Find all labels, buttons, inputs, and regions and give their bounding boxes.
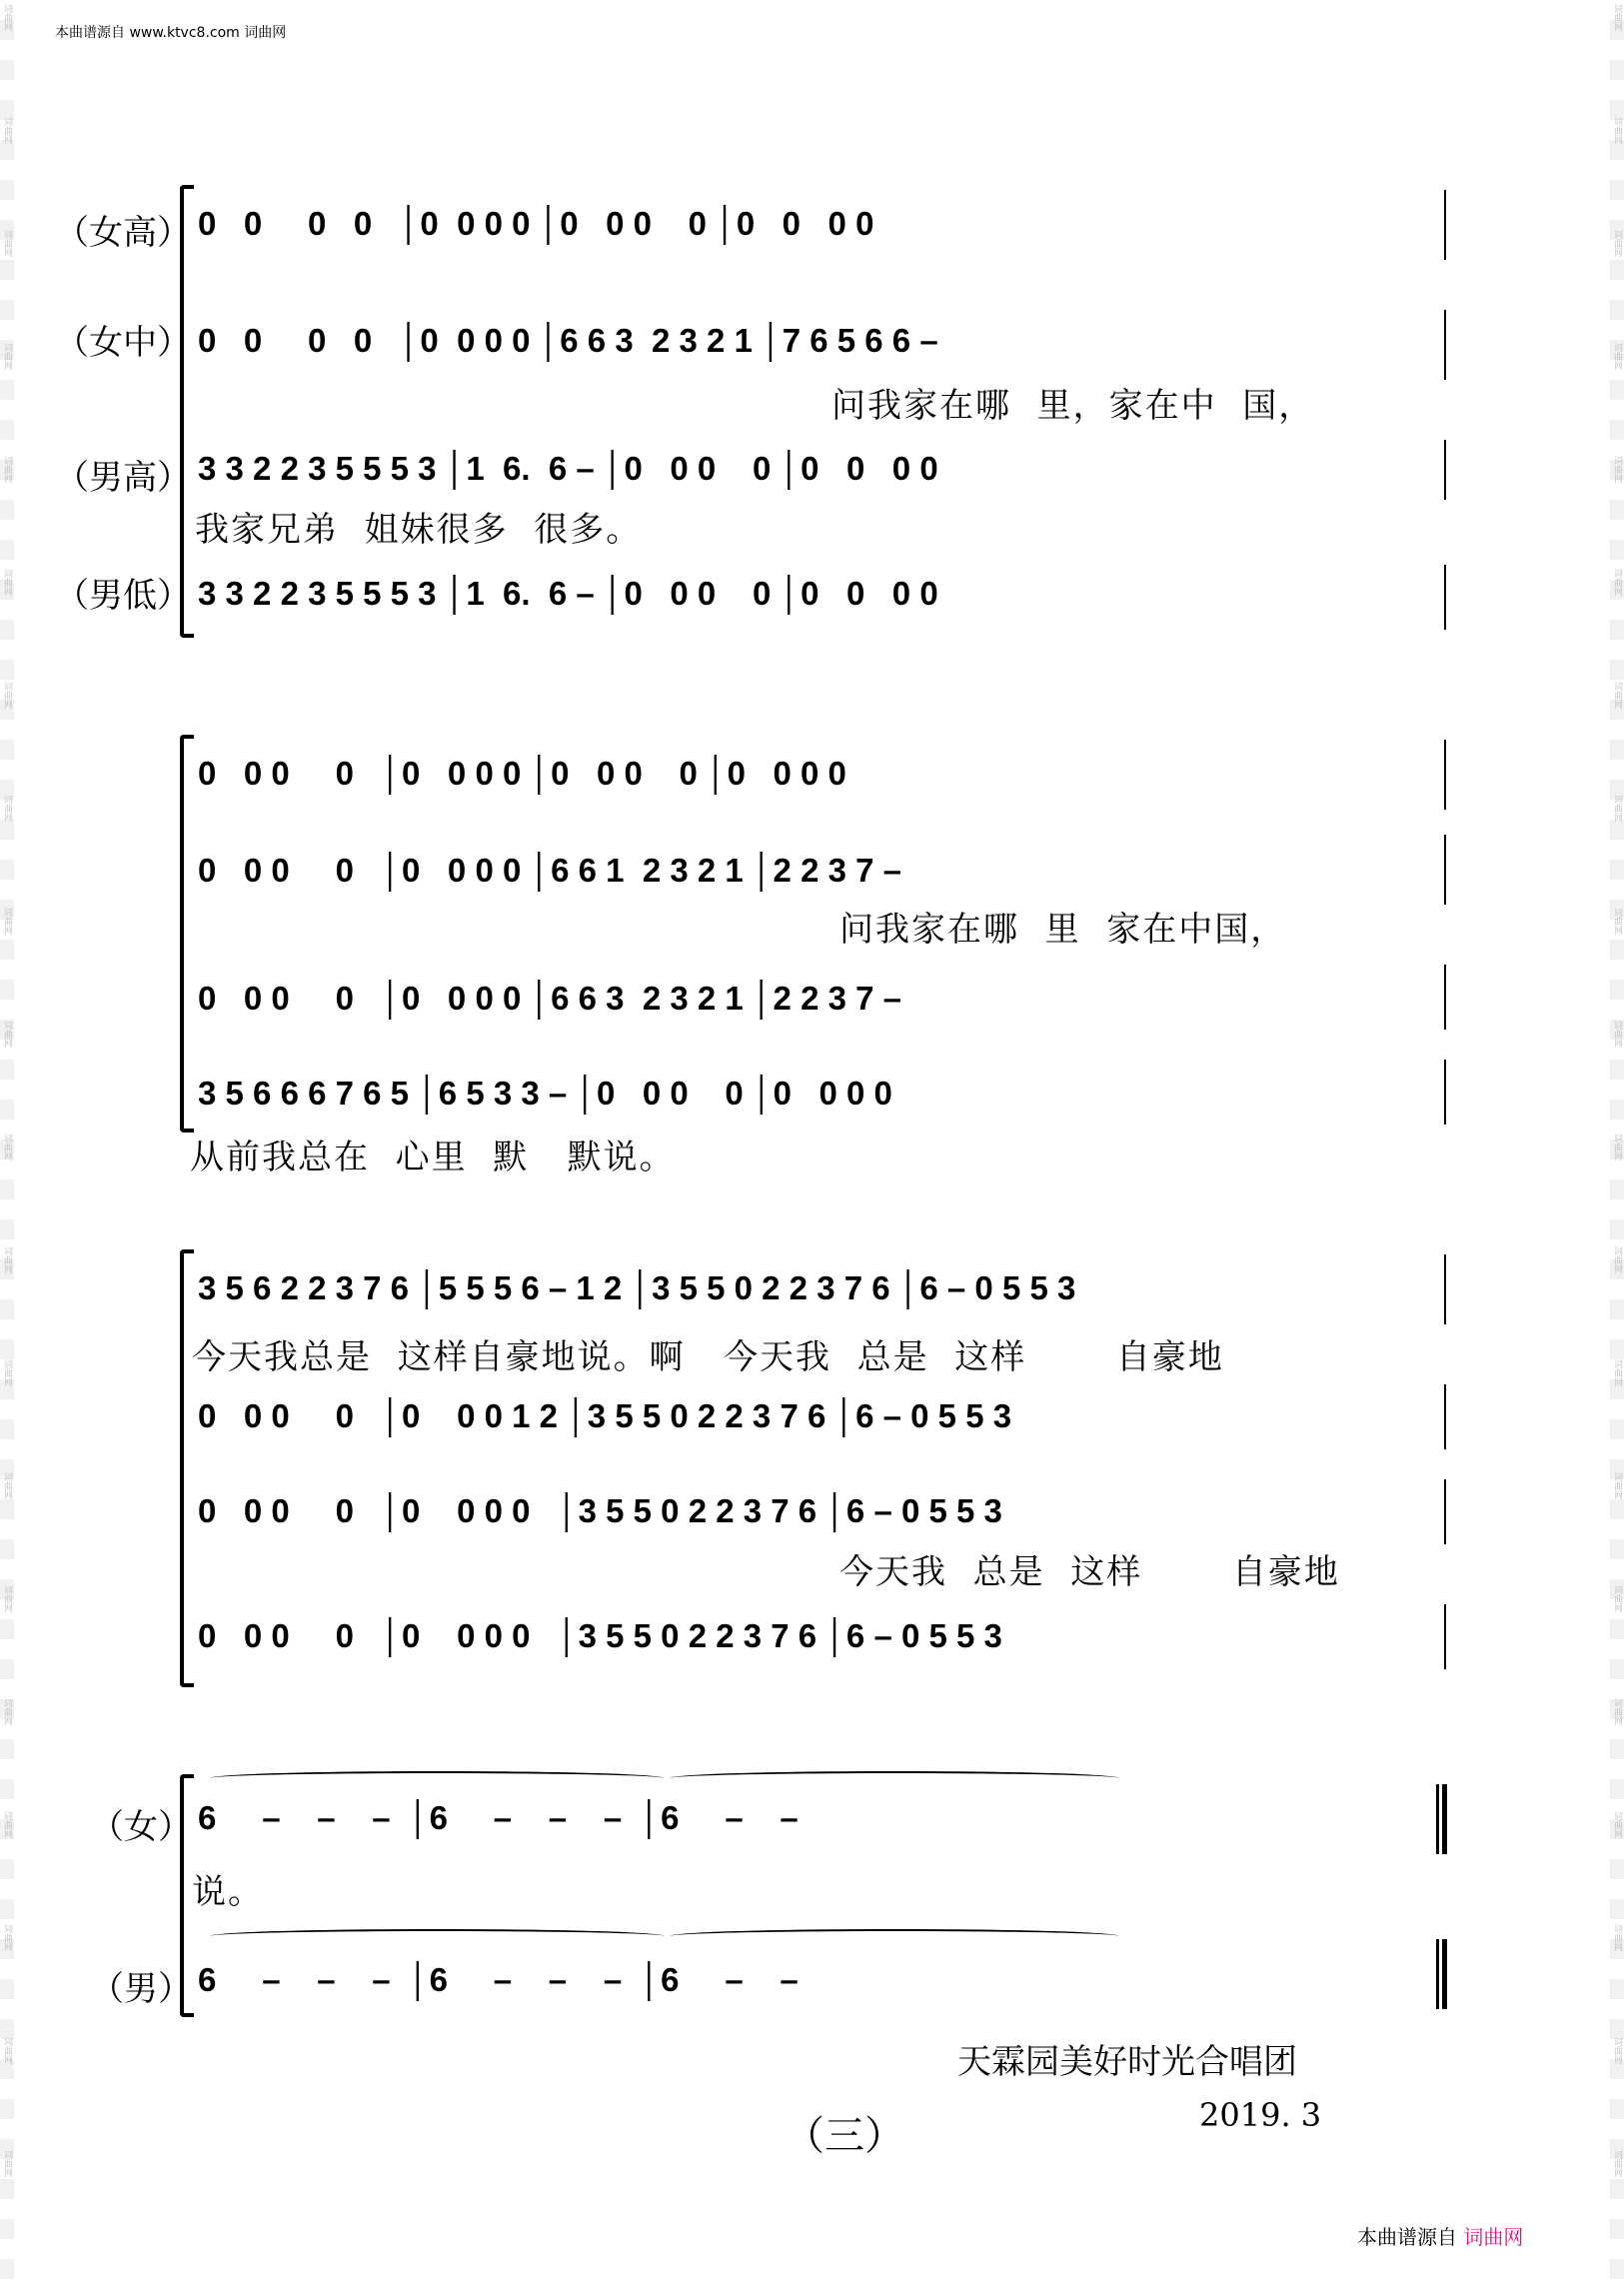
barline <box>1444 565 1446 630</box>
notation-row-soprano: 3 5 6 2 2 3 7 6 │5 5 5 6 – 1 2 │3 5 5 0 2 2 3 7 6 │6 – 0 5 5 3 <box>198 1269 1076 1306</box>
watermark-text: 词曲网 <box>2 569 12 596</box>
choir-credit: 天霖园美好时光合唱团 <box>957 2042 1297 2082</box>
lyric-line-alto: 问我家在哪 里，家在中 国， <box>831 386 1315 426</box>
barline <box>1444 1604 1446 1669</box>
source-header-text: 本曲谱源自 www.ktvc8.com 词曲网 <box>55 25 287 41</box>
barline <box>1444 835 1446 905</box>
watermark-text: 词曲网 <box>1612 1021 1622 1048</box>
tie-arc <box>210 1929 665 1943</box>
watermark-text: 词曲网 <box>1612 2150 1622 2177</box>
lyric-line-soprano: 今天我总是 这样自豪地说。啊 今天我 总是 这样 自豪地 <box>192 1337 1224 1377</box>
footer-source-text: 本曲谱源自 <box>1357 2225 1457 2249</box>
date-text: 2019. 3 <box>1199 2096 1322 2134</box>
notation-row-tenor: 0 0 0 0 │0 0 0 0 │3 5 5 0 2 2 3 7 6 │6 – 0 5 5 3 <box>198 1492 1002 1529</box>
watermark-text: 词曲网 <box>2 1811 12 1838</box>
notation-row-bass: 0 0 0 0 │0 0 0 0 │3 5 5 0 2 2 3 7 6 │6 – 0 5 5 3 <box>198 1617 1002 1654</box>
watermark-text: 词曲网 <box>1612 1359 1622 1386</box>
voice-label-soprano: （女高） <box>55 213 191 253</box>
notation-row-alto: 0 0 0 0 │0 0 0 0 │6 6 1 2 3 2 1 │2 2 3 7 – <box>198 852 901 889</box>
watermark-text: 词曲网 <box>1612 1698 1622 1725</box>
notation-row-tenor: 0 0 0 0 │0 0 0 0 │6 6 3 2 3 2 1 │2 2 3 7 – <box>198 980 901 1017</box>
watermark-text: 词曲网 <box>1612 1134 1622 1160</box>
system-brace <box>180 735 194 1133</box>
watermark-text: 词曲网 <box>2 4 12 31</box>
final-barline-thick <box>1442 1939 1447 2009</box>
tie-arc <box>670 1929 1119 1943</box>
barline <box>1444 310 1446 380</box>
tie-arc <box>670 1771 1119 1785</box>
watermark-text: 词曲网 <box>1612 682 1622 709</box>
notation-row-women: 6 – – – │6 – – – │6 – – <box>198 1799 799 1836</box>
voice-label-men: （男） <box>90 1969 192 2009</box>
watermark-text: 词曲网 <box>1612 569 1622 596</box>
final-barline-thin <box>1436 1939 1439 2009</box>
watermark-text: 词曲网 <box>1612 1811 1622 1838</box>
watermark-text: 词曲网 <box>2 2037 12 2064</box>
system-brace <box>180 1249 194 1687</box>
lyric-line-alto: 问我家在哪 里 家在中国， <box>839 910 1287 950</box>
tie-arc <box>210 1771 665 1785</box>
watermark-text: 词曲网 <box>1612 908 1622 935</box>
page-number: （三） <box>785 2113 904 2159</box>
footer-brand-link[interactable]: 词曲网 <box>1463 2225 1524 2249</box>
voice-label-women: （女） <box>90 1807 192 1847</box>
watermark-text: 词曲网 <box>2 1472 12 1499</box>
watermark-text: 词曲网 <box>1612 4 1622 31</box>
right-watermark-strip <box>1610 0 1624 2284</box>
watermark-text: 词曲网 <box>2 1698 12 1725</box>
barline <box>1444 440 1446 500</box>
watermark-text: 词曲网 <box>2 2150 12 2177</box>
watermark-text: 词曲网 <box>2 908 12 935</box>
watermark-text: 词曲网 <box>1612 456 1622 483</box>
notation-row-soprano: 0 0 0 0 │0 0 0 0 │0 0 0 0 │0 0 0 0 <box>198 755 846 792</box>
barline <box>1444 965 1446 1030</box>
watermark-text: 词曲网 <box>2 1134 12 1160</box>
notation-row-bass: 3 3 2 2 3 5 5 5 3 │1 6. 6 – │0 0 0 0 │0 0 0 0 <box>198 575 938 612</box>
lyric-line-tenor: 我家兄弟 姐妹很多 很多。 <box>195 510 643 550</box>
watermark-text: 词曲网 <box>1612 1246 1622 1273</box>
notation-row-alto: 0 0 0 0 │0 0 0 1 2 │3 5 5 0 2 2 3 7 6 │6 – 0 5 5 3 <box>198 1397 1012 1434</box>
watermark-text: 词曲网 <box>2 117 12 144</box>
barline <box>1444 1479 1446 1544</box>
watermark-text: 词曲网 <box>1612 795 1622 822</box>
left-watermark-strip <box>0 0 14 2284</box>
lyric-line-tenor: 今天我 总是 这样 自豪地 <box>839 1552 1340 1592</box>
notation-row-men: 6 – – – │6 – – – │6 – – <box>198 1961 799 1998</box>
watermark-text: 词曲网 <box>1612 117 1622 144</box>
watermark-text: 词曲网 <box>1612 1585 1622 1612</box>
watermark-text: 词曲网 <box>2 1359 12 1386</box>
barline <box>1444 1384 1446 1449</box>
notation-row-alto: 0 0 0 0 │0 0 0 0 │6 6 3 2 3 2 1 │7 6 5 6 6 – <box>198 322 938 359</box>
barline <box>1444 1060 1446 1125</box>
lyric-line-women: 说。 <box>192 1872 264 1912</box>
watermark-text: 词曲网 <box>2 230 12 257</box>
watermark-text: 词曲网 <box>2 795 12 822</box>
final-barline-thick <box>1442 1784 1447 1854</box>
watermark-text: 词曲网 <box>2 1924 12 1951</box>
watermark-text: 词曲网 <box>2 682 12 709</box>
watermark-text: 词曲网 <box>2 1246 12 1273</box>
watermark-text: 词曲网 <box>1612 343 1622 370</box>
source-header <box>55 22 286 42</box>
lyric-line-bass: 从前我总在 心里 默 默说。 <box>190 1138 676 1177</box>
barline <box>1444 190 1446 260</box>
footer-source <box>1357 2221 1523 2250</box>
voice-label-tenor: （男高） <box>55 458 191 498</box>
voice-label-alto: （女中） <box>55 323 191 363</box>
watermark-text: 词曲网 <box>2 1021 12 1048</box>
watermark-text: 词曲网 <box>2 456 12 483</box>
watermark-text: 词曲网 <box>1612 1472 1622 1499</box>
watermark-text: 词曲网 <box>2 1585 12 1612</box>
watermark-text: 词曲网 <box>1612 2037 1622 2064</box>
voice-label-bass: （男低） <box>55 576 191 616</box>
notation-row-bass: 3 5 6 6 6 7 6 5 │6 5 3 3 – │0 0 0 0 │0 0 0 0 <box>198 1075 892 1112</box>
barline <box>1444 1254 1446 1324</box>
watermark-text: 词曲网 <box>2 343 12 370</box>
notation-row-soprano: 0 0 0 0 │0 0 0 0 │0 0 0 0 │0 0 0 0 <box>198 205 874 242</box>
final-barline-thin <box>1436 1784 1439 1854</box>
barline <box>1444 740 1446 810</box>
watermark-text: 词曲网 <box>1612 1924 1622 1951</box>
notation-row-tenor: 3 3 2 2 3 5 5 5 3 │1 6. 6 – │0 0 0 0 │0 0 0 0 <box>198 450 938 487</box>
watermark-text: 词曲网 <box>1612 230 1622 257</box>
